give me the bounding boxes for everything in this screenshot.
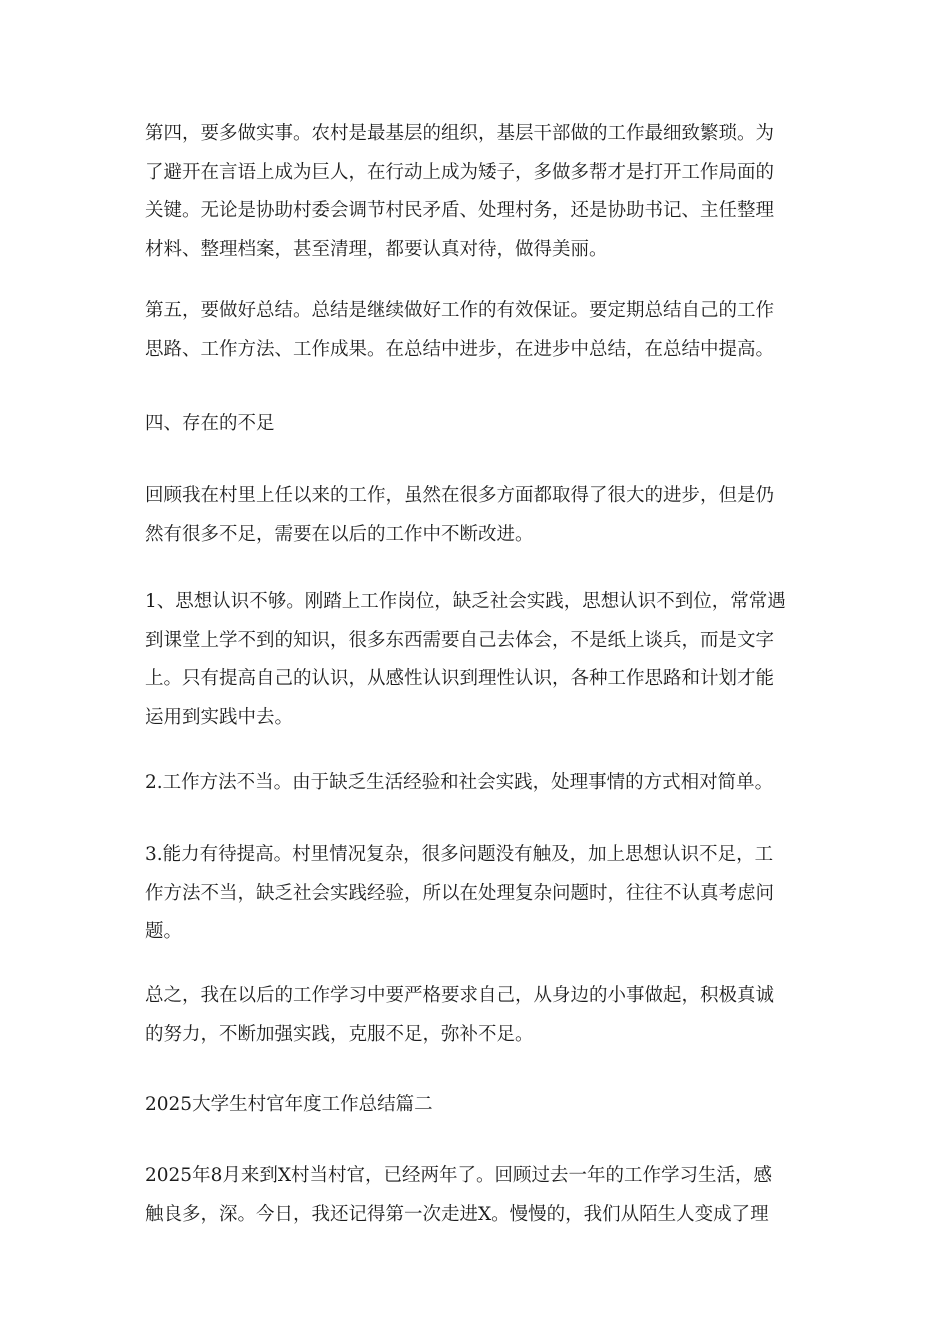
- text-line: 回顾我在村里上任以来的工作，虽然在很多方面都取得了很大的进步，但是仍: [145, 485, 775, 506]
- section-heading-part-two: [145, 1086, 805, 1125]
- text-line: 3.能力有待提高。村里情况复杂，很多问题没有触及，加上思想认识不足，工: [145, 844, 774, 865]
- text-line: 2025年8月来到X村当村官，已经两年了。回顾过去一年的工作学习生活，感: [145, 1165, 773, 1186]
- text-line: 触良多，深。今日，我还记得第一次走进X。慢慢的，我们从陌生人变成了理: [145, 1203, 769, 1225]
- text-line: 运用到实践中去。: [145, 706, 294, 728]
- paragraph-item-2: [145, 764, 805, 803]
- text-line: 的努力，不断加强实践，克服不足，弥补不足。: [145, 1023, 534, 1045]
- paragraph-conclusion: [145, 977, 805, 1054]
- section-heading-shortcomings: [145, 405, 805, 444]
- paragraph-part-two-intro: [145, 1157, 805, 1234]
- text-line: 了避开在言语上成为巨人，在行动上成为矮子，多做多帮才是打开工作局面的: [145, 161, 775, 183]
- text-line: 四、存在的不足: [145, 413, 275, 434]
- text-line: 到课堂上学不到的知识，很多东西需要自己去体会，不是纸上谈兵，而是文字: [145, 629, 775, 651]
- text-line: 作方法不当，缺乏社会实践经验，所以在处理复杂问题时，往往不认真考虑问: [145, 882, 775, 904]
- text-line: 总之，我在以后的工作学习中要严格要求自己，从身边的小事做起，积极真诚: [145, 985, 775, 1006]
- text-line: 材料、整理档案，甚至清理，都要认真对待，做得美丽。: [145, 238, 608, 260]
- text-line: 题。: [145, 921, 183, 942]
- text-line: 上。只有提高自己的认识，从感性认识到理性认识，各种工作思路和计划才能: [145, 668, 775, 689]
- text-line: 第五，要做好总结。总结是继续做好工作的有效保证。要定期总结自己的工作: [145, 300, 775, 321]
- text-line: 2.工作方法不当。由于缺乏生活经验和社会实践，处理事情的方式相对简单。: [145, 772, 774, 793]
- text-line: 1、思想认识不够。刚踏上工作岗位，缺乏社会实践，思想认识不到位，常常遇: [145, 591, 786, 612]
- paragraph-fifth-point: [145, 292, 805, 369]
- text-line: 然有很多不足，需要在以后的工作中不断改进。: [145, 523, 534, 545]
- text-line: 关键。无论是协助村委会调节村民矛盾、处理村务，还是协助书记、主任整理: [145, 200, 775, 221]
- paragraph-review: [145, 477, 805, 554]
- paragraph-item-1: [145, 583, 805, 737]
- paragraph-fourth-point: [145, 115, 805, 269]
- text-line: 思路、工作方法、工作成果。在总结中进步，在进步中总结，在总结中提高。: [145, 338, 775, 360]
- text-line: 第四，要多做实事。农村是最基层的组织，基层干部做的工作最细致繁琐。为: [145, 123, 775, 144]
- text-line: 2025大学生村官年度工作总结篇二: [145, 1094, 433, 1115]
- paragraph-item-3: [145, 836, 805, 952]
